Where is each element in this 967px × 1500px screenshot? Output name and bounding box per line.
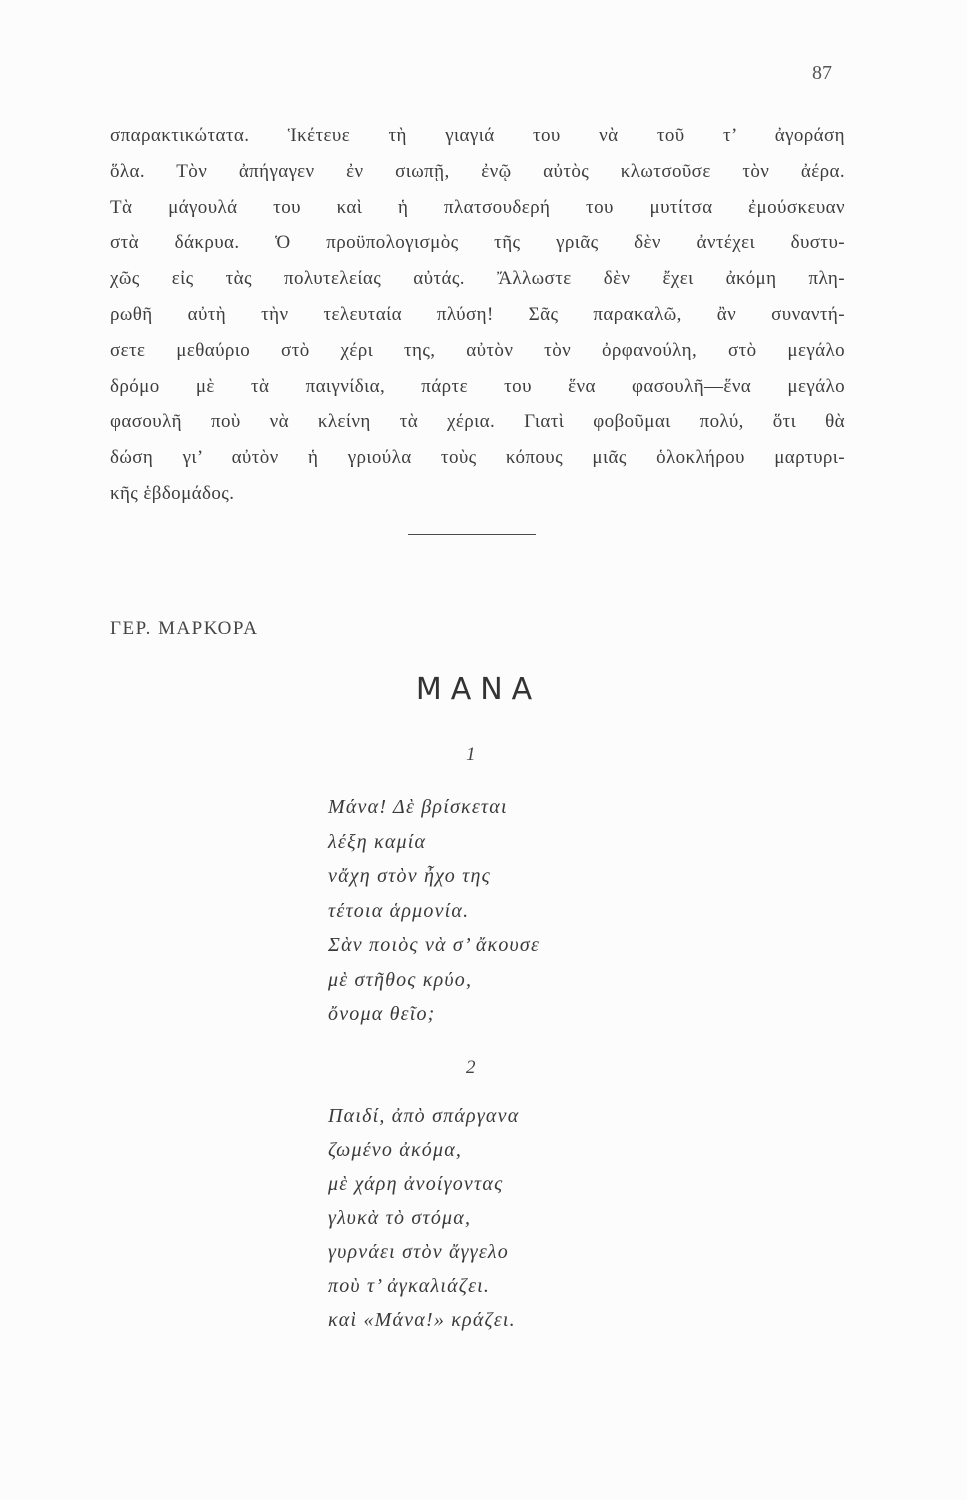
prose-line: δρόμο μὲ τὰ παιγνίδια, πάρτε του ἕνα φασουλῆ—ἕνα μεγάλο xyxy=(110,375,845,397)
stanza-number: 1 xyxy=(466,744,476,765)
poem-author: ΓΕΡ. ΜΑΡΚΟΡΑ xyxy=(110,618,259,639)
prose-paragraph xyxy=(110,118,845,512)
poem-title xyxy=(0,672,967,707)
prose-line: κῆς ἑβδομάδος. xyxy=(110,482,235,504)
verse-line: ὄνομα θεῖο; xyxy=(328,1003,436,1025)
prose-line: φασουλῆ ποὺ νὰ κλείνη τὰ χέρια. Γιατὶ φοβοῦμαι πολύ, ὅτι θὰ xyxy=(110,411,845,433)
section-separator-rule xyxy=(408,534,536,535)
verse-line: ζωμένο ἀκόμα, xyxy=(328,1139,463,1161)
stanza-number: 2 xyxy=(466,1057,476,1078)
prose-line: δώση γι’ αὐτὸν ἡ γριούλα τοὺς κόπους μιᾶς ὁλοκλήρου μαρτυρι- xyxy=(110,447,845,469)
verse-line: τέτοια ἁρμονία. xyxy=(328,899,470,922)
prose-line: σετε μεθαύριο στὸ χέρι της, αὐτὸν τὸν ὀρφανούλη, στὸ μεγάλο xyxy=(110,339,845,361)
verse-line: μὲ χάρη ἀνοίγοντας xyxy=(328,1173,504,1195)
verse-line: Παιδί, ἀπὸ σπάργανα xyxy=(328,1105,520,1127)
prose-line: χῶς εἰς τὰς πολυτελείας αὐτάς. Ἄλλωστε δὲν ἔχει ἀκόμη πλη- xyxy=(110,268,845,290)
verse-line: Σὰν ποιὸς νὰ σ’ ἄκουσε xyxy=(328,934,541,956)
stanza xyxy=(328,1099,519,1337)
prose-line: ρωθῆ αὐτὴ τὴν τελευταία πλύση! Σᾶς παρακαλῶ, ἂν συναντή- xyxy=(110,303,845,325)
prose-line: σπαρακτικώτατα. Ἱκέτευε τὴ γιαγιά του νὰ τοῦ τ’ ἀγοράση xyxy=(110,125,845,146)
prose-line: ὅλα. Τὸν ἀπήγαγεν ἐν σιωπῇ, ἐνῷ αὐτὸς κλωτσοῦσε τὸν ἀέρα. xyxy=(110,160,845,182)
verse-line: γυρνάει στὸν ἄγγελο xyxy=(328,1241,509,1263)
stanza xyxy=(328,790,540,1032)
poem-title-text: ΜΑΝΑ xyxy=(415,672,542,707)
prose-line: Τὰ μάγουλά του καὶ ἡ πλατσουδερή του μυτίτσα ἐμούσκευαν xyxy=(110,196,845,218)
verse-line: Μάνα! Δὲ βρίσκεται xyxy=(328,796,508,818)
verse-line: γλυκὰ τὸ στόμα, xyxy=(328,1207,472,1229)
prose-line: στὰ δάκρυα. Ὁ προϋπολογισμὸς τῆς γριᾶς δὲν ἀντέχει δυστυ- xyxy=(110,232,845,254)
page-number: 87 xyxy=(812,62,832,84)
verse-line: νἄχη στὸν ἦχο της xyxy=(328,865,491,887)
verse-line: ποὺ τ’ ἀγκαλιάζει. xyxy=(328,1275,491,1297)
verse-line: λέξη καμία xyxy=(328,830,427,853)
verse-line: μὲ στῆθος κρύο, xyxy=(328,968,473,991)
verse-line: καὶ «Μάνα!» κράζει. xyxy=(328,1309,516,1331)
